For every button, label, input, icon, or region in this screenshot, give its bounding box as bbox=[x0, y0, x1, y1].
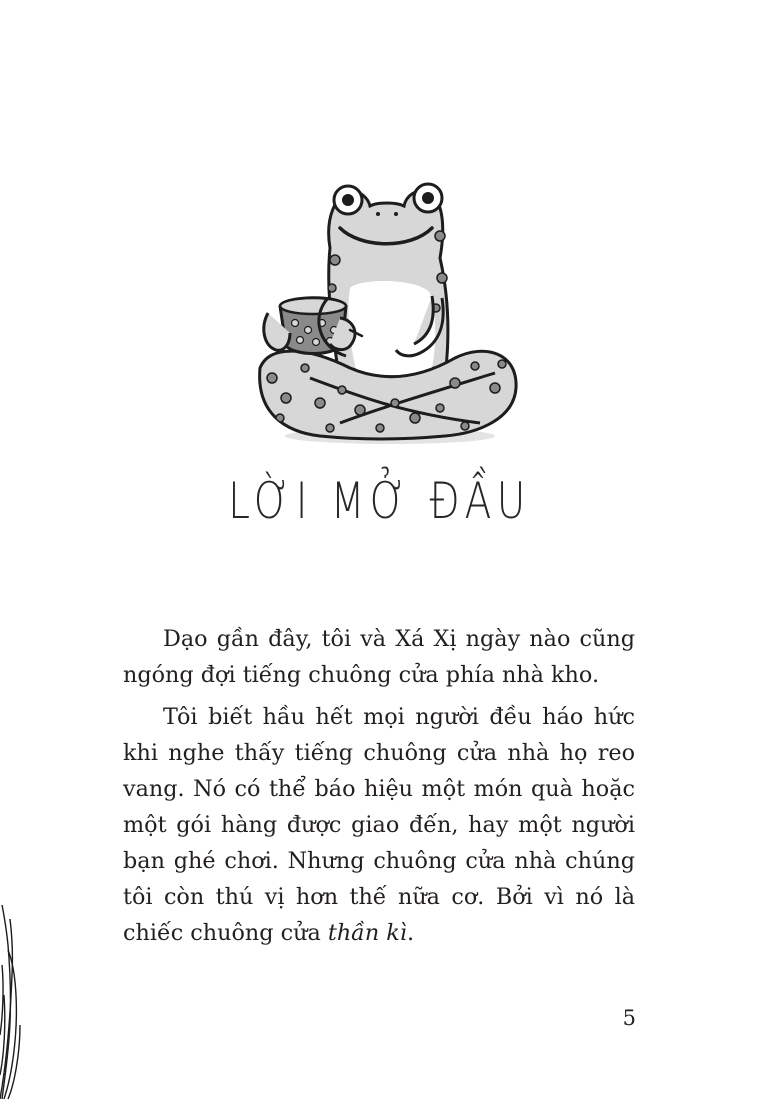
emphasis-text: thần kì bbox=[327, 920, 407, 946]
paragraph-2-text: Tôi biết hầu hết mọi người đều háo hức khi nghe thấy tiếng chuông cửa nhà họ reo vang. Nó có thể báo hiệu một món quà hoặc một gói hàng được giao đến, hay một người bạn ghé chơi. Nhưng chuông cửa nhà chúng tôi còn thú vị hơn thế nữa cơ. Bởi vì nó là chiếc chuông cửa bbox=[123, 704, 635, 946]
paragraph-2-end: . bbox=[406, 920, 415, 946]
frog-holding-cup-illustration bbox=[250, 178, 522, 448]
paragraph-2 bbox=[123, 699, 635, 951]
chapter-title: LỜI MỞ ĐẦU bbox=[228, 472, 531, 530]
paragraph-1: Dạo gần đây, tôi và Xá Xị ngày nào cũng ngóng đợi tiếng chuông cửa phía nhà kho. bbox=[123, 626, 635, 688]
page-number: 5 bbox=[622, 1006, 636, 1030]
grass-decoration-icon bbox=[0, 905, 22, 1099]
body-text bbox=[123, 621, 635, 957]
